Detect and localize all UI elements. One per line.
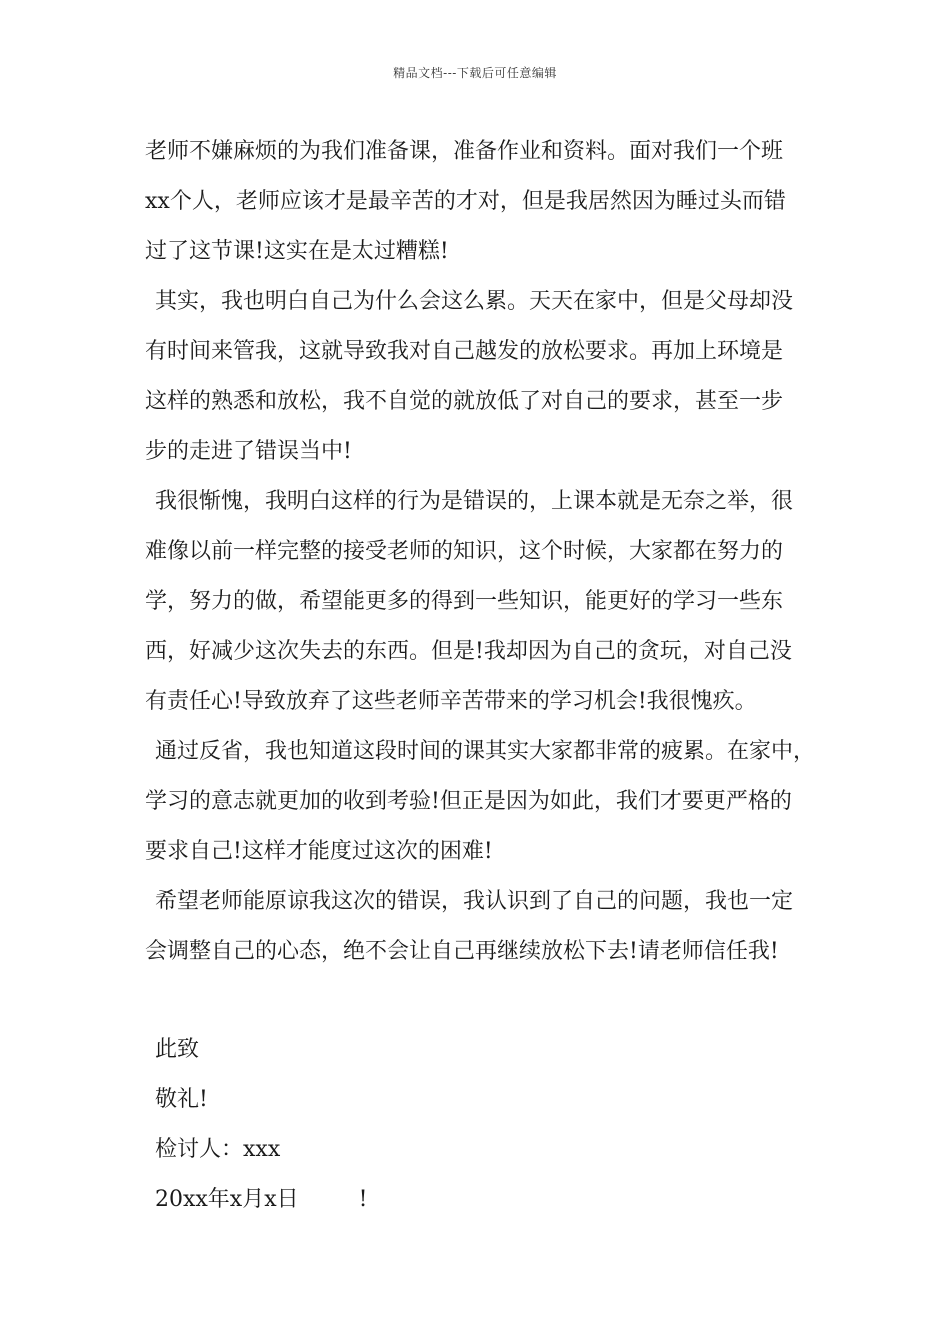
closing-salutation: 此致 xyxy=(155,1037,200,1062)
closing-regards: 敬礼! xyxy=(155,1087,208,1112)
body-line: 步的走进了错误当中! xyxy=(145,439,352,464)
body-line: 过了这节课!这实在是太过糟糕! xyxy=(145,239,449,264)
paragraph-start-line: 通过反省，我也知道这段时间的课其实大家都非常的疲累。在家中， xyxy=(155,739,816,764)
page-header: 精品文档---下载后可任意编辑 xyxy=(393,66,557,80)
body-line: 学习的意志就更加的收到考验!但正是因为如此，我们才要更严格的 xyxy=(145,789,792,814)
body-line: xx个人，老师应该才是最辛苦的才对，但是我居然因为睡过头而错 xyxy=(145,189,786,214)
body-line: 要求自己!这样才能度过这次的困难! xyxy=(145,839,493,864)
body-line: 学，努力的做，希望能更多的得到一些知识，能更好的学习一些东 xyxy=(145,589,784,614)
body-line: 会调整自己的心态，绝不会让自己再继续放松下去!请老师信任我! xyxy=(145,939,779,964)
letter-body xyxy=(145,127,835,1225)
paragraph-start-line: 我很惭愧，我明白这样的行为是错误的，上课本就是无奈之举，很 xyxy=(155,489,794,514)
date-text: 20xx年x月x日 xyxy=(155,1187,299,1212)
paragraph-start-line: 希望老师能原谅我这次的错误，我认识到了自己的问题，我也一定 xyxy=(155,889,794,914)
body-line: 有责任心!导致放弃了这些老师辛苦带来的学习机会!我很愧疚。 xyxy=(145,689,757,714)
date-line xyxy=(145,1175,835,1225)
body-line: 西，好减少这次失去的东西。但是!我却因为自己的贪玩，对自己没 xyxy=(145,639,792,664)
body-line: 老师不嫌麻烦的为我们准备课，准备作业和资料。面对我们一个班 xyxy=(145,139,784,164)
body-line: 这样的熟悉和放松，我不自觉的就放低了对自己的要求，甚至一步 xyxy=(145,389,784,414)
date-mark: ! xyxy=(358,1187,368,1212)
paragraph-start-line: 其实，我也明白自己为什么会这么累。天天在家中，但是父母却没 xyxy=(155,289,794,314)
signer-line: 检讨人：xxx xyxy=(155,1137,281,1162)
body-line: 难像以前一样完整的接受老师的知识，这个时候，大家都在努力的 xyxy=(145,539,784,564)
paragraph-gap xyxy=(145,977,835,1025)
body-line: 有时间来管我，这就导致我对自己越发的放松要求。再加上环境是 xyxy=(145,339,784,364)
